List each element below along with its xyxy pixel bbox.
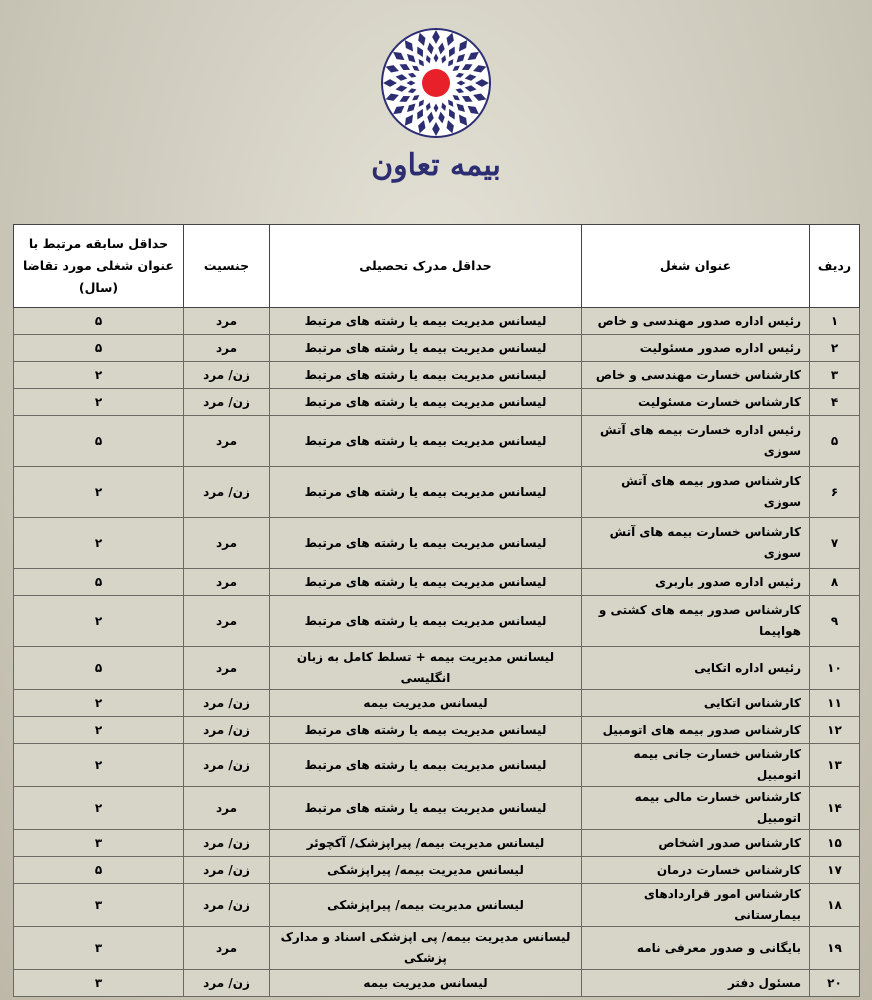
cell-experience: ۲ [14,787,184,830]
cell-experience: ۲ [14,467,184,518]
cell-education: لیسانس مدیریت بیمه یا رشته های مرتبط [270,596,582,647]
cell-education: لیسانس مدیریت بیمه یا رشته های مرتبط [270,335,582,362]
cell-row-no: ۱۳ [810,744,860,787]
cell-education: لیسانس مدیریت بیمه یا رشته های مرتبط [270,744,582,787]
cell-row-no: ۱۱ [810,690,860,717]
cell-experience: ۵ [14,416,184,467]
cell-education: لیسانس مدیریت بیمه/ پیراپزشکی [270,884,582,927]
cell-row-no: ۱۸ [810,884,860,927]
table-row [14,308,860,335]
cell-row-no: ۴ [810,389,860,416]
cell-experience: ۳ [14,884,184,927]
cell-job-title: کارشناس صدور بیمه های آتش سوزی [582,467,810,518]
table-row [14,569,860,596]
cell-job-title: کارشناس صدور بیمه های اتومبیل [582,717,810,744]
table-row [14,830,860,857]
cell-row-no: ۸ [810,569,860,596]
cell-row-no: ۵ [810,416,860,467]
cell-job-title: کارشناس صدور بیمه های کشتی و هواپیما [582,596,810,647]
table-row [14,970,860,997]
cell-experience: ۵ [14,569,184,596]
cell-education: لیسانس مدیریت بیمه یا رشته های مرتبط [270,308,582,335]
cell-job-title: کارشناس خسارت مهندسی و خاص [582,362,810,389]
table-row [14,857,860,884]
cell-experience: ۳ [14,970,184,997]
table-row [14,884,860,927]
cell-education: لیسانس مدیریت بیمه یا رشته های مرتبط [270,518,582,569]
cell-gender: مرد [184,518,270,569]
cell-gender: زن/ مرد [184,717,270,744]
cell-gender: مرد [184,787,270,830]
cell-job-title: کارشناس خسارت بیمه های آتش سوزی [582,518,810,569]
table-row [14,467,860,518]
cell-experience: ۲ [14,518,184,569]
cell-education: لیسانس مدیریت بیمه + تسلط کامل به زبان انگلیسی [270,647,582,690]
cell-row-no: ۹ [810,596,860,647]
cell-experience: ۲ [14,389,184,416]
cell-row-no: ۶ [810,467,860,518]
cell-job-title: کارشناس صدور اشخاص [582,830,810,857]
cell-row-no: ۲ [810,335,860,362]
cell-experience: ۳ [14,830,184,857]
cell-job-title: رئیس اداره صدور مهندسی و خاص [582,308,810,335]
cell-gender: زن/ مرد [184,744,270,787]
jobs-table-frame [13,224,859,990]
cell-job-title: مسئول دفتر [582,970,810,997]
cell-job-title: کارشناس خسارت درمان [582,857,810,884]
table-row [14,717,860,744]
cell-experience: ۲ [14,690,184,717]
cell-gender: زن/ مرد [184,857,270,884]
header-gender: جنسیت [184,225,270,308]
cell-gender: زن/ مرد [184,467,270,518]
cell-gender: مرد [184,569,270,596]
table-row [14,335,860,362]
jobs-table [13,224,860,997]
cell-education: لیسانس مدیریت بیمه/ پی اپزشکی اسناد و مدارک پزشکی [270,927,582,970]
cell-row-no: ۱۷ [810,857,860,884]
company-logo-text: بیمه تعاون [371,148,501,183]
table-row [14,389,860,416]
cell-experience: ۲ [14,596,184,647]
cell-education: لیسانس مدیریت بیمه [270,970,582,997]
table-row [14,518,860,569]
cell-row-no: ۱ [810,308,860,335]
cell-gender: زن/ مرد [184,690,270,717]
cell-gender: زن/ مرد [184,362,270,389]
cell-education: لیسانس مدیریت بیمه یا رشته های مرتبط [270,416,582,467]
cell-experience: ۵ [14,335,184,362]
cell-job-title: کارشناس امور قراردادهای بیمارستانی [582,884,810,927]
cell-gender: زن/ مرد [184,389,270,416]
table-row [14,744,860,787]
table-row [14,787,860,830]
header-row-no: ردیف [810,225,860,308]
cell-row-no: ۱۵ [810,830,860,857]
cell-experience: ۲ [14,744,184,787]
cell-gender: مرد [184,308,270,335]
cell-job-title: رئیس اداره اتکایی [582,647,810,690]
cell-education: لیسانس مدیریت بیمه/ پیراپزشکی [270,857,582,884]
cell-row-no: ۷ [810,518,860,569]
cell-experience: ۵ [14,308,184,335]
cell-education: لیسانس مدیریت بیمه یا رشته های مرتبط [270,717,582,744]
cell-job-title: کارشناس اتکایی [582,690,810,717]
cell-row-no: ۳ [810,362,860,389]
cell-gender: مرد [184,647,270,690]
cell-gender: مرد [184,927,270,970]
table-row [14,927,860,970]
cell-experience: ۲ [14,362,184,389]
cell-experience: ۵ [14,857,184,884]
header-education: حداقل مدرک تحصیلی [270,225,582,308]
cell-education: لیسانس مدیریت بیمه یا رشته های مرتبط [270,787,582,830]
cell-row-no: ۱۲ [810,717,860,744]
cell-education: لیسانس مدیریت بیمه یا رشته های مرتبط [270,362,582,389]
cell-row-no: ۱۹ [810,927,860,970]
cell-gender: مرد [184,335,270,362]
cell-job-title: بایگانی و صدور معرفی نامه [582,927,810,970]
table-row [14,416,860,467]
table-row [14,690,860,717]
cell-row-no: ۱۴ [810,787,860,830]
logo-header [0,0,872,215]
cell-education: لیسانس مدیریت بیمه یا رشته های مرتبط [270,467,582,518]
table-row [14,362,860,389]
header-experience: حداقل سابقه مرتبط با عنوان شغلی مورد تقاضا (سال) [14,225,184,308]
cell-job-title: کارشناس خسارت مالی بیمه اتومبیل [582,787,810,830]
cell-experience: ۲ [14,717,184,744]
cell-education: لیسانس مدیریت بیمه یا رشته های مرتبط [270,389,582,416]
cell-row-no: ۲۰ [810,970,860,997]
cell-job-title: کارشناس خسارت جانی بیمه اتومبیل [582,744,810,787]
cell-education: لیسانس مدیریت بیمه/ پیراپزشک/ آکچوئر [270,830,582,857]
logo-red-center [422,69,450,97]
cell-education: لیسانس مدیریت بیمه [270,690,582,717]
cell-job-title: کارشناس خسارت مسئولیت [582,389,810,416]
cell-row-no: ۱۰ [810,647,860,690]
cell-job-title: رئیس اداره صدور باربری [582,569,810,596]
company-logo-emblem [380,27,492,139]
table-row [14,596,860,647]
cell-job-title: رئیس اداره صدور مسئولیت [582,335,810,362]
cell-gender: مرد [184,416,270,467]
cell-gender: زن/ مرد [184,884,270,927]
table-header-row [14,225,860,308]
cell-experience: ۵ [14,647,184,690]
cell-gender: زن/ مرد [184,970,270,997]
cell-experience: ۳ [14,927,184,970]
cell-education: لیسانس مدیریت بیمه یا رشته های مرتبط [270,569,582,596]
cell-job-title: رئیس اداره خسارت بیمه های آتش سوزی [582,416,810,467]
cell-gender: مرد [184,596,270,647]
table-row [14,647,860,690]
cell-gender: زن/ مرد [184,830,270,857]
header-job-title: عنوان شغل [582,225,810,308]
